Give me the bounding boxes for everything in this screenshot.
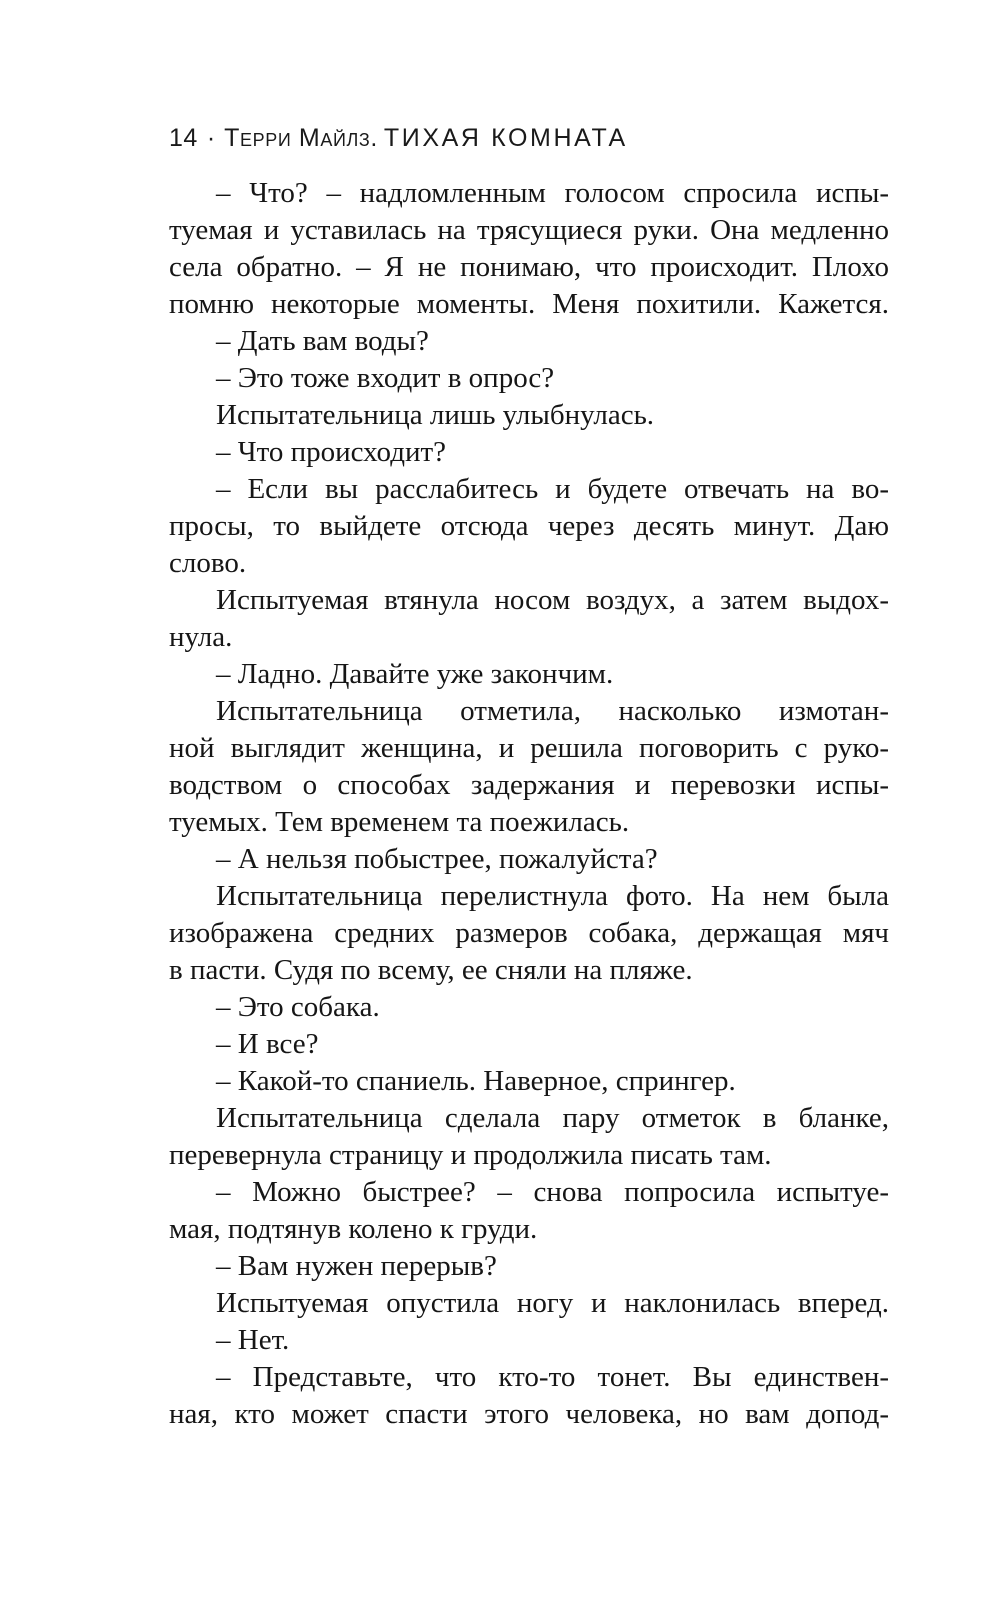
text-line: – Дать вам воды? bbox=[216, 325, 429, 357]
text-line: ная, кто может спасти этого человека, но вам допод- bbox=[169, 1398, 889, 1430]
text-line: – Вам нужен перерыв? bbox=[216, 1250, 497, 1282]
text-line: – А нельзя побыстрее, пожалуйста? bbox=[216, 843, 658, 875]
running-head-author: Терри Майлз. bbox=[224, 124, 378, 152]
running-head-separator: · bbox=[206, 124, 216, 152]
text-line: – Нет. bbox=[216, 1324, 290, 1356]
text-line: Испытуемая втянула носом воздух, а затем выдох- bbox=[216, 584, 889, 616]
text-line: – Если вы расслабитесь и будете отвечать на во- bbox=[216, 473, 889, 505]
body-text bbox=[169, 175, 889, 1433]
text-line: – Ладно. Давайте уже закончим. bbox=[216, 658, 614, 690]
text-line: – Какой-то спаниель. Наверное, спрингер. bbox=[216, 1065, 736, 1097]
text-line: Испытательница лишь улыбнулась. bbox=[216, 399, 655, 431]
text-line: Испытательница сделала пару отметок в бланке, bbox=[216, 1102, 889, 1134]
text-line: перевернула страницу и продолжила писать там. bbox=[169, 1139, 772, 1171]
text-line: помню некоторые моменты. Меня похитили. Кажется. bbox=[169, 288, 889, 320]
running-head bbox=[169, 121, 889, 155]
text-line: просы, то выйдете отсюда через десять минут. Даю bbox=[169, 510, 889, 542]
text-line: – И все? bbox=[216, 1028, 319, 1060]
text-line: Испытательница перелистнула фото. На нем была bbox=[216, 880, 889, 912]
text-line: – Это собака. bbox=[216, 991, 380, 1023]
text-line: изображена средних размеров собака, держащая мяч bbox=[169, 917, 889, 949]
text-line: водством о способах задержания и перевозки испы- bbox=[169, 769, 889, 801]
text-line: нула. bbox=[169, 621, 233, 653]
text-line: Испытуемая опустила ногу и наклонилась вперед. bbox=[216, 1287, 889, 1319]
text-line: Испытательница отметила, насколько измотан- bbox=[216, 695, 889, 727]
text-line: туемая и уставилась на трясущиеся руки. Она медленно bbox=[169, 214, 889, 246]
text-line: – Представьте, что кто-то тонет. Вы единствен- bbox=[216, 1361, 889, 1393]
text-line: ной выглядит женщина, и решила поговорить с руко- bbox=[169, 732, 889, 764]
page-number: 14 bbox=[169, 124, 198, 152]
text-line: слово. bbox=[169, 547, 247, 579]
text-line: – Что? – надломленным голосом спросила испы- bbox=[216, 177, 889, 209]
text-line: села обратно. – Я не понимаю, что происходит. Плохо bbox=[169, 251, 889, 283]
text-line: туемых. Тем временем та поежилась. bbox=[169, 806, 630, 838]
text-line: мая, подтянув колено к груди. bbox=[169, 1213, 538, 1245]
text-line: – Что происходит? bbox=[216, 436, 447, 468]
text-line: в пасти. Судя по всему, ее сняли на пляже. bbox=[169, 954, 693, 986]
text-line: – Это тоже входит в опрос? bbox=[216, 362, 555, 394]
text-line: – Можно быстрее? – снова попросила испытуе- bbox=[216, 1176, 889, 1208]
running-head-book-title: ТИХАЯ КОМНАТА bbox=[383, 124, 628, 152]
